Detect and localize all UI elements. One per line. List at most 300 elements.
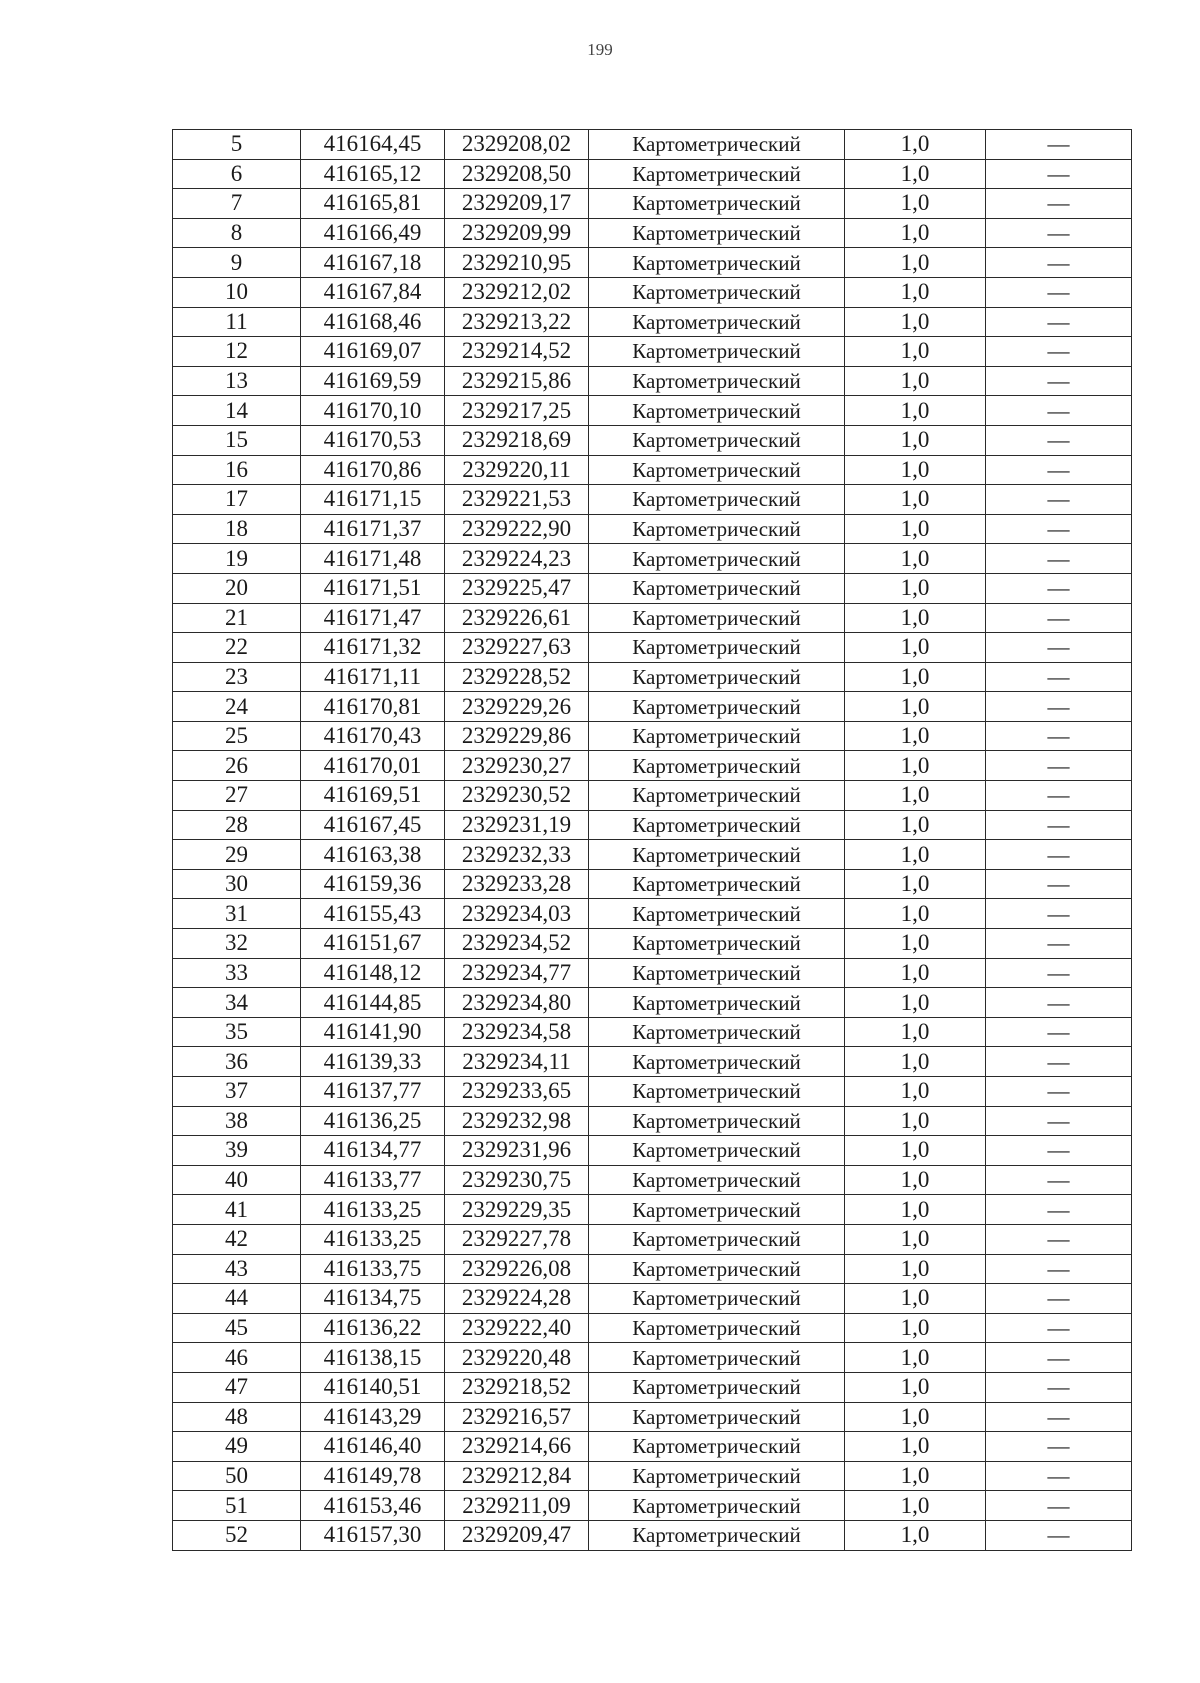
accuracy-cell: 1,0 xyxy=(845,1106,986,1136)
method-cell: Картометрический xyxy=(589,1372,845,1402)
table-row xyxy=(173,1284,1132,1314)
accuracy-cell: 1,0 xyxy=(845,366,986,396)
method-cell: Картометрический xyxy=(589,514,845,544)
point-number-cell: 5 xyxy=(173,130,301,160)
point-number-cell: 18 xyxy=(173,514,301,544)
table-row xyxy=(173,633,1132,663)
point-number-cell: 38 xyxy=(173,1106,301,1136)
method-cell: Картометрический xyxy=(589,396,845,426)
accuracy-cell: 1,0 xyxy=(845,899,986,929)
point-number-cell: 47 xyxy=(173,1372,301,1402)
table-row xyxy=(173,1432,1132,1462)
method-cell: Картометрический xyxy=(589,1136,845,1166)
point-number-cell: 51 xyxy=(173,1491,301,1521)
point-number-cell: 22 xyxy=(173,633,301,663)
note-cell: — xyxy=(986,159,1132,189)
table-row xyxy=(173,1224,1132,1254)
y-coordinate-cell: 2329222,90 xyxy=(445,514,589,544)
note-cell: — xyxy=(986,810,1132,840)
accuracy-cell: 1,0 xyxy=(845,633,986,663)
accuracy-cell: 1,0 xyxy=(845,396,986,426)
y-coordinate-cell: 2329218,69 xyxy=(445,425,589,455)
accuracy-cell: 1,0 xyxy=(845,573,986,603)
table-row xyxy=(173,366,1132,396)
table-row xyxy=(173,840,1132,870)
page-number: 199 xyxy=(587,40,613,59)
method-cell: Картометрический xyxy=(589,130,845,160)
method-cell: Картометрический xyxy=(589,485,845,515)
table-row xyxy=(173,130,1132,160)
table-row xyxy=(173,810,1132,840)
point-number-cell: 19 xyxy=(173,544,301,574)
table-row xyxy=(173,692,1132,722)
y-coordinate-cell: 2329210,95 xyxy=(445,248,589,278)
point-number-cell: 9 xyxy=(173,248,301,278)
x-coordinate-cell: 416141,90 xyxy=(301,1017,445,1047)
point-number-cell: 49 xyxy=(173,1432,301,1462)
accuracy-cell: 1,0 xyxy=(845,1224,986,1254)
method-cell: Картометрический xyxy=(589,781,845,811)
x-coordinate-cell: 416165,12 xyxy=(301,159,445,189)
method-cell: Картометрический xyxy=(589,721,845,751)
method-cell: Картометрический xyxy=(589,159,845,189)
table-row xyxy=(173,603,1132,633)
y-coordinate-cell: 2329226,61 xyxy=(445,603,589,633)
x-coordinate-cell: 416171,48 xyxy=(301,544,445,574)
note-cell: — xyxy=(986,840,1132,870)
note-cell: — xyxy=(986,218,1132,248)
accuracy-cell: 1,0 xyxy=(845,1313,986,1343)
point-number-cell: 41 xyxy=(173,1195,301,1225)
accuracy-cell: 1,0 xyxy=(845,544,986,574)
accuracy-cell: 1,0 xyxy=(845,1461,986,1491)
accuracy-cell: 1,0 xyxy=(845,218,986,248)
x-coordinate-cell: 416159,36 xyxy=(301,869,445,899)
note-cell: — xyxy=(986,1136,1132,1166)
method-cell: Картометрический xyxy=(589,1047,845,1077)
x-coordinate-cell: 416171,47 xyxy=(301,603,445,633)
accuracy-cell: 1,0 xyxy=(845,514,986,544)
note-cell: — xyxy=(986,573,1132,603)
accuracy-cell: 1,0 xyxy=(845,485,986,515)
table-row xyxy=(173,337,1132,367)
y-coordinate-cell: 2329224,28 xyxy=(445,1284,589,1314)
method-cell: Картометрический xyxy=(589,1077,845,1107)
point-number-cell: 34 xyxy=(173,988,301,1018)
method-cell: Картометрический xyxy=(589,218,845,248)
y-coordinate-cell: 2329227,78 xyxy=(445,1224,589,1254)
method-cell: Картометрический xyxy=(589,1461,845,1491)
point-number-cell: 6 xyxy=(173,159,301,189)
table-row xyxy=(173,455,1132,485)
table-row xyxy=(173,1461,1132,1491)
y-coordinate-cell: 2329234,52 xyxy=(445,929,589,959)
note-cell: — xyxy=(986,1343,1132,1373)
x-coordinate-cell: 416134,77 xyxy=(301,1136,445,1166)
y-coordinate-cell: 2329224,23 xyxy=(445,544,589,574)
y-coordinate-cell: 2329234,80 xyxy=(445,988,589,1018)
method-cell: Картометрический xyxy=(589,1520,845,1550)
note-cell: — xyxy=(986,544,1132,574)
accuracy-cell: 1,0 xyxy=(845,337,986,367)
table-row xyxy=(173,425,1132,455)
table-row xyxy=(173,248,1132,278)
accuracy-cell: 1,0 xyxy=(845,1136,986,1166)
point-number-cell: 23 xyxy=(173,662,301,692)
x-coordinate-cell: 416163,38 xyxy=(301,840,445,870)
note-cell: — xyxy=(986,1461,1132,1491)
point-number-cell: 37 xyxy=(173,1077,301,1107)
note-cell: — xyxy=(986,1491,1132,1521)
x-coordinate-cell: 416169,07 xyxy=(301,337,445,367)
method-cell: Картометрический xyxy=(589,1017,845,1047)
x-coordinate-cell: 416169,59 xyxy=(301,366,445,396)
accuracy-cell: 1,0 xyxy=(845,248,986,278)
method-cell: Картометрический xyxy=(589,573,845,603)
y-coordinate-cell: 2329217,25 xyxy=(445,396,589,426)
point-number-cell: 30 xyxy=(173,869,301,899)
method-cell: Картометрический xyxy=(589,1491,845,1521)
table-row xyxy=(173,1372,1132,1402)
method-cell: Картометрический xyxy=(589,810,845,840)
point-number-cell: 45 xyxy=(173,1313,301,1343)
method-cell: Картометрический xyxy=(589,1106,845,1136)
note-cell: — xyxy=(986,1432,1132,1462)
note-cell: — xyxy=(986,366,1132,396)
x-coordinate-cell: 416170,86 xyxy=(301,455,445,485)
table-row xyxy=(173,189,1132,219)
y-coordinate-cell: 2329214,66 xyxy=(445,1432,589,1462)
table-row xyxy=(173,1077,1132,1107)
y-coordinate-cell: 2329225,47 xyxy=(445,573,589,603)
table-row xyxy=(173,1254,1132,1284)
y-coordinate-cell: 2329211,09 xyxy=(445,1491,589,1521)
x-coordinate-cell: 416167,84 xyxy=(301,277,445,307)
method-cell: Картометрический xyxy=(589,277,845,307)
y-coordinate-cell: 2329231,96 xyxy=(445,1136,589,1166)
x-coordinate-cell: 416170,81 xyxy=(301,692,445,722)
method-cell: Картометрический xyxy=(589,840,845,870)
y-coordinate-cell: 2329220,48 xyxy=(445,1343,589,1373)
y-coordinate-cell: 2329234,77 xyxy=(445,958,589,988)
accuracy-cell: 1,0 xyxy=(845,1047,986,1077)
method-cell: Картометрический xyxy=(589,337,845,367)
point-number-cell: 36 xyxy=(173,1047,301,1077)
x-coordinate-cell: 416133,75 xyxy=(301,1254,445,1284)
table-row xyxy=(173,544,1132,574)
point-number-cell: 17 xyxy=(173,485,301,515)
point-number-cell: 24 xyxy=(173,692,301,722)
method-cell: Картометрический xyxy=(589,366,845,396)
note-cell: — xyxy=(986,958,1132,988)
x-coordinate-cell: 416167,45 xyxy=(301,810,445,840)
x-coordinate-cell: 416170,53 xyxy=(301,425,445,455)
y-coordinate-cell: 2329233,28 xyxy=(445,869,589,899)
method-cell: Картометрический xyxy=(589,1224,845,1254)
method-cell: Картометрический xyxy=(589,1343,845,1373)
method-cell: Картометрический xyxy=(589,869,845,899)
point-number-cell: 8 xyxy=(173,218,301,248)
y-coordinate-cell: 2329213,22 xyxy=(445,307,589,337)
point-number-cell: 46 xyxy=(173,1343,301,1373)
note-cell: — xyxy=(986,485,1132,515)
table-row xyxy=(173,781,1132,811)
point-number-cell: 11 xyxy=(173,307,301,337)
table-row xyxy=(173,929,1132,959)
table-row xyxy=(173,277,1132,307)
y-coordinate-cell: 2329229,35 xyxy=(445,1195,589,1225)
note-cell: — xyxy=(986,1254,1132,1284)
note-cell: — xyxy=(986,869,1132,899)
point-number-cell: 12 xyxy=(173,337,301,367)
point-number-cell: 29 xyxy=(173,840,301,870)
x-coordinate-cell: 416149,78 xyxy=(301,1461,445,1491)
table-row xyxy=(173,1195,1132,1225)
point-number-cell: 40 xyxy=(173,1165,301,1195)
point-number-cell: 28 xyxy=(173,810,301,840)
method-cell: Картометрический xyxy=(589,1432,845,1462)
accuracy-cell: 1,0 xyxy=(845,988,986,1018)
table-row xyxy=(173,899,1132,929)
note-cell: — xyxy=(986,988,1132,1018)
accuracy-cell: 1,0 xyxy=(845,1077,986,1107)
table-row xyxy=(173,1313,1132,1343)
accuracy-cell: 1,0 xyxy=(845,810,986,840)
x-coordinate-cell: 416140,51 xyxy=(301,1372,445,1402)
accuracy-cell: 1,0 xyxy=(845,277,986,307)
point-number-cell: 26 xyxy=(173,751,301,781)
point-number-cell: 50 xyxy=(173,1461,301,1491)
note-cell: — xyxy=(986,277,1132,307)
note-cell: — xyxy=(986,1106,1132,1136)
point-number-cell: 43 xyxy=(173,1254,301,1284)
point-number-cell: 10 xyxy=(173,277,301,307)
note-cell: — xyxy=(986,899,1132,929)
x-coordinate-cell: 416134,75 xyxy=(301,1284,445,1314)
note-cell: — xyxy=(986,1017,1132,1047)
y-coordinate-cell: 2329227,63 xyxy=(445,633,589,663)
y-coordinate-cell: 2329218,52 xyxy=(445,1372,589,1402)
method-cell: Картометрический xyxy=(589,248,845,278)
accuracy-cell: 1,0 xyxy=(845,1284,986,1314)
note-cell: — xyxy=(986,1195,1132,1225)
note-cell: — xyxy=(986,603,1132,633)
x-coordinate-cell: 416133,77 xyxy=(301,1165,445,1195)
note-cell: — xyxy=(986,307,1132,337)
accuracy-cell: 1,0 xyxy=(845,781,986,811)
y-coordinate-cell: 2329208,02 xyxy=(445,130,589,160)
accuracy-cell: 1,0 xyxy=(845,1195,986,1225)
method-cell: Картометрический xyxy=(589,1165,845,1195)
y-coordinate-cell: 2329230,75 xyxy=(445,1165,589,1195)
x-coordinate-cell: 416171,32 xyxy=(301,633,445,663)
point-number-cell: 20 xyxy=(173,573,301,603)
table-row xyxy=(173,1047,1132,1077)
method-cell: Картометрический xyxy=(589,988,845,1018)
y-coordinate-cell: 2329229,86 xyxy=(445,721,589,751)
y-coordinate-cell: 2329221,53 xyxy=(445,485,589,515)
x-coordinate-cell: 416143,29 xyxy=(301,1402,445,1432)
note-cell: — xyxy=(986,1372,1132,1402)
x-coordinate-cell: 416157,30 xyxy=(301,1520,445,1550)
note-cell: — xyxy=(986,1402,1132,1432)
method-cell: Картометрический xyxy=(589,692,845,722)
accuracy-cell: 1,0 xyxy=(845,307,986,337)
point-number-cell: 15 xyxy=(173,425,301,455)
note-cell: — xyxy=(986,1165,1132,1195)
accuracy-cell: 1,0 xyxy=(845,721,986,751)
table-row xyxy=(173,218,1132,248)
table-row xyxy=(173,988,1132,1018)
y-coordinate-cell: 2329209,99 xyxy=(445,218,589,248)
accuracy-cell: 1,0 xyxy=(845,869,986,899)
x-coordinate-cell: 416133,25 xyxy=(301,1224,445,1254)
note-cell: — xyxy=(986,455,1132,485)
x-coordinate-cell: 416136,22 xyxy=(301,1313,445,1343)
table-row xyxy=(173,159,1132,189)
x-coordinate-cell: 416164,45 xyxy=(301,130,445,160)
method-cell: Картометрический xyxy=(589,1254,845,1284)
method-cell: Картометрический xyxy=(589,1402,845,1432)
x-coordinate-cell: 416170,43 xyxy=(301,721,445,751)
accuracy-cell: 1,0 xyxy=(845,425,986,455)
y-coordinate-cell: 2329230,52 xyxy=(445,781,589,811)
method-cell: Картометрический xyxy=(589,633,845,663)
table-row xyxy=(173,1165,1132,1195)
y-coordinate-cell: 2329234,11 xyxy=(445,1047,589,1077)
x-coordinate-cell: 416148,12 xyxy=(301,958,445,988)
note-cell: — xyxy=(986,929,1132,959)
table-row xyxy=(173,751,1132,781)
note-cell: — xyxy=(986,130,1132,160)
note-cell: — xyxy=(986,1520,1132,1550)
y-coordinate-cell: 2329229,26 xyxy=(445,692,589,722)
table-row xyxy=(173,1106,1132,1136)
method-cell: Картометрический xyxy=(589,425,845,455)
accuracy-cell: 1,0 xyxy=(845,1343,986,1373)
point-number-cell: 31 xyxy=(173,899,301,929)
x-coordinate-cell: 416133,25 xyxy=(301,1195,445,1225)
y-coordinate-cell: 2329212,84 xyxy=(445,1461,589,1491)
accuracy-cell: 1,0 xyxy=(845,840,986,870)
table-row xyxy=(173,1136,1132,1166)
note-cell: — xyxy=(986,1224,1132,1254)
y-coordinate-cell: 2329226,08 xyxy=(445,1254,589,1284)
table-row xyxy=(173,1402,1132,1432)
note-cell: — xyxy=(986,692,1132,722)
method-cell: Картометрический xyxy=(589,1313,845,1343)
y-coordinate-cell: 2329209,47 xyxy=(445,1520,589,1550)
y-coordinate-cell: 2329232,98 xyxy=(445,1106,589,1136)
x-coordinate-cell: 416144,85 xyxy=(301,988,445,1018)
accuracy-cell: 1,0 xyxy=(845,130,986,160)
note-cell: — xyxy=(986,721,1132,751)
y-coordinate-cell: 2329233,65 xyxy=(445,1077,589,1107)
note-cell: — xyxy=(986,751,1132,781)
note-cell: — xyxy=(986,1284,1132,1314)
table-row xyxy=(173,1520,1132,1550)
table-row xyxy=(173,1017,1132,1047)
note-cell: — xyxy=(986,514,1132,544)
x-coordinate-cell: 416168,46 xyxy=(301,307,445,337)
accuracy-cell: 1,0 xyxy=(845,1165,986,1195)
point-number-cell: 44 xyxy=(173,1284,301,1314)
point-number-cell: 32 xyxy=(173,929,301,959)
method-cell: Картометрический xyxy=(589,603,845,633)
x-coordinate-cell: 416136,25 xyxy=(301,1106,445,1136)
method-cell: Картометрический xyxy=(589,751,845,781)
coordinates-table-body xyxy=(173,130,1132,1551)
note-cell: — xyxy=(986,662,1132,692)
accuracy-cell: 1,0 xyxy=(845,662,986,692)
accuracy-cell: 1,0 xyxy=(845,1520,986,1550)
table-row xyxy=(173,869,1132,899)
y-coordinate-cell: 2329215,86 xyxy=(445,366,589,396)
x-coordinate-cell: 416171,11 xyxy=(301,662,445,692)
x-coordinate-cell: 416165,81 xyxy=(301,189,445,219)
table-row xyxy=(173,721,1132,751)
method-cell: Картометрический xyxy=(589,189,845,219)
note-cell: — xyxy=(986,1077,1132,1107)
accuracy-cell: 1,0 xyxy=(845,1432,986,1462)
method-cell: Картометрический xyxy=(589,662,845,692)
note-cell: — xyxy=(986,1047,1132,1077)
point-number-cell: 16 xyxy=(173,455,301,485)
accuracy-cell: 1,0 xyxy=(845,692,986,722)
accuracy-cell: 1,0 xyxy=(845,1402,986,1432)
note-cell: — xyxy=(986,633,1132,663)
table-row xyxy=(173,307,1132,337)
x-coordinate-cell: 416137,77 xyxy=(301,1077,445,1107)
x-coordinate-cell: 416138,15 xyxy=(301,1343,445,1373)
x-coordinate-cell: 416169,51 xyxy=(301,781,445,811)
method-cell: Картометрический xyxy=(589,455,845,485)
note-cell: — xyxy=(986,425,1132,455)
x-coordinate-cell: 416151,67 xyxy=(301,929,445,959)
accuracy-cell: 1,0 xyxy=(845,958,986,988)
accuracy-cell: 1,0 xyxy=(845,189,986,219)
accuracy-cell: 1,0 xyxy=(845,603,986,633)
note-cell: — xyxy=(986,337,1132,367)
accuracy-cell: 1,0 xyxy=(845,1372,986,1402)
point-number-cell: 35 xyxy=(173,1017,301,1047)
method-cell: Картометрический xyxy=(589,1284,845,1314)
y-coordinate-cell: 2329231,19 xyxy=(445,810,589,840)
coordinates-table xyxy=(172,129,1132,1551)
x-coordinate-cell: 416167,18 xyxy=(301,248,445,278)
x-coordinate-cell: 416155,43 xyxy=(301,899,445,929)
table-row xyxy=(173,573,1132,603)
y-coordinate-cell: 2329230,27 xyxy=(445,751,589,781)
x-coordinate-cell: 416171,15 xyxy=(301,485,445,515)
point-number-cell: 27 xyxy=(173,781,301,811)
x-coordinate-cell: 416146,40 xyxy=(301,1432,445,1462)
note-cell: — xyxy=(986,396,1132,426)
x-coordinate-cell: 416153,46 xyxy=(301,1491,445,1521)
point-number-cell: 39 xyxy=(173,1136,301,1166)
accuracy-cell: 1,0 xyxy=(845,1254,986,1284)
table-row xyxy=(173,514,1132,544)
y-coordinate-cell: 2329216,57 xyxy=(445,1402,589,1432)
point-number-cell: 7 xyxy=(173,189,301,219)
table-row xyxy=(173,958,1132,988)
x-coordinate-cell: 416166,49 xyxy=(301,218,445,248)
method-cell: Картометрический xyxy=(589,307,845,337)
note-cell: — xyxy=(986,1313,1132,1343)
x-coordinate-cell: 416139,33 xyxy=(301,1047,445,1077)
y-coordinate-cell: 2329234,03 xyxy=(445,899,589,929)
table-row xyxy=(173,1491,1132,1521)
